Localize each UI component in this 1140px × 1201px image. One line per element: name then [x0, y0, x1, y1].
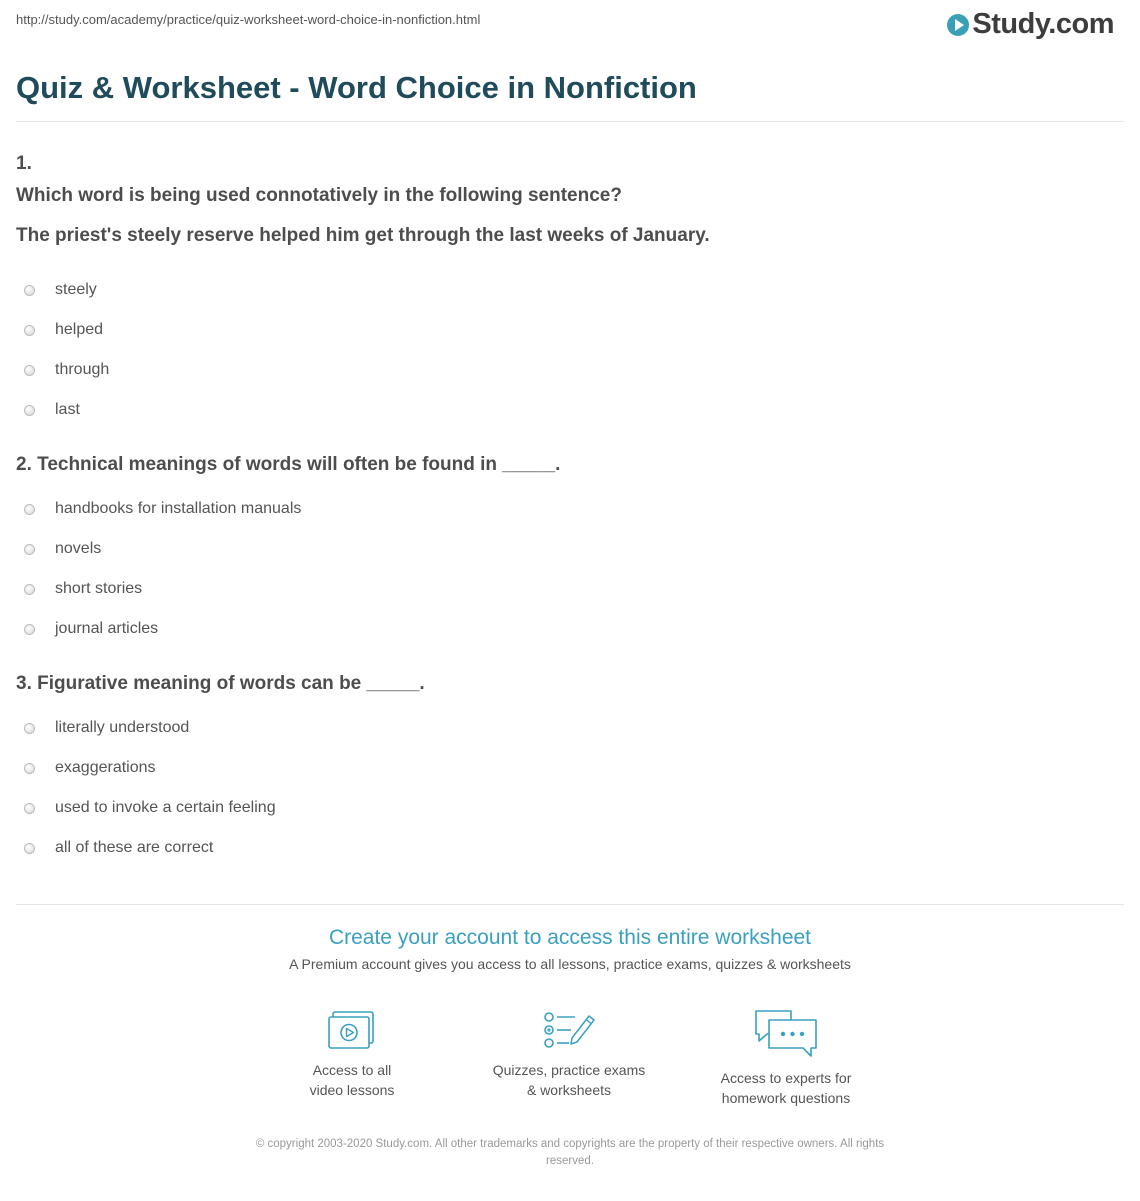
radio-button[interactable] [24, 624, 35, 635]
feature-quizzes [469, 1008, 669, 1100]
radio-button[interactable] [24, 803, 35, 814]
chat-bubbles-icon [753, 1008, 819, 1060]
answer-option[interactable] [16, 350, 1116, 390]
radio-button[interactable] [24, 723, 35, 734]
radio-button[interactable] [24, 584, 35, 595]
copyright-footer: © copyright 2003-2020 Study.com. All other trademarks and copyrights are the property of their respective owners. All rights reserved. [255, 1138, 885, 1167]
question-text: Which word is being used connotatively in the following sentence? [16, 185, 622, 206]
question-number: 1. [16, 153, 32, 174]
signup-cta [0, 926, 1140, 972]
study-logo[interactable] [947, 8, 1114, 41]
title-divider [16, 121, 1124, 122]
answer-option[interactable] [16, 609, 1116, 649]
answer-options [16, 270, 1116, 430]
option-label: handbooks for installation manuals [55, 500, 302, 517]
feature-label: Quizzes, practice exams & worksheets [492, 1062, 646, 1098]
cta-divider [16, 904, 1124, 905]
answer-option[interactable] [16, 310, 1116, 350]
feature-experts [686, 1008, 886, 1108]
answer-options [16, 708, 1116, 868]
question-3 [16, 670, 1116, 868]
answer-options [16, 489, 1116, 649]
cta-title-link[interactable]: Create your account to access this entire worksheet [328, 926, 812, 949]
quiz-questions [16, 150, 1116, 889]
answer-option[interactable] [16, 708, 1116, 748]
option-label: literally understood [55, 719, 190, 736]
radio-button[interactable] [24, 544, 35, 555]
option-label: last [55, 401, 80, 418]
question-text: 3. Figurative meaning of words can be _____. [16, 673, 425, 694]
option-label: all of these are correct [55, 839, 214, 856]
option-label: journal articles [55, 620, 159, 637]
option-label: steely [55, 281, 97, 298]
option-label: exaggerations [55, 759, 156, 776]
option-label: used to invoke a certain feeling [55, 799, 276, 816]
answer-option[interactable] [16, 390, 1116, 430]
feature-video-lessons [252, 1008, 452, 1100]
feature-label: Access to experts for homework questions [720, 1070, 852, 1106]
question-1 [16, 150, 1116, 430]
option-label: short stories [55, 580, 143, 597]
quiz-checklist-icon [541, 1008, 597, 1052]
cta-subtitle: A Premium account gives you access to all lessons, practice exams, quizzes & worksheets [289, 956, 851, 972]
option-label: through [55, 361, 110, 378]
option-label: novels [55, 540, 102, 557]
question-text: 2. Technical meanings of words will often be found in _____. [16, 454, 561, 475]
radio-button[interactable] [24, 504, 35, 515]
answer-option[interactable] [16, 569, 1116, 609]
answer-option[interactable] [16, 748, 1116, 788]
answer-option[interactable] [16, 270, 1116, 310]
play-logo-icon [947, 14, 969, 36]
option-label: helped [55, 321, 104, 338]
answer-option[interactable] [16, 489, 1116, 529]
radio-button[interactable] [24, 285, 35, 296]
answer-option[interactable] [16, 529, 1116, 569]
page-title: Quiz & Worksheet - Word Choice in Nonfiction [16, 70, 697, 105]
logo-text: Study.com [972, 8, 1114, 40]
question-2 [16, 451, 1116, 649]
radio-button[interactable] [24, 405, 35, 416]
answer-option[interactable] [16, 828, 1116, 868]
radio-button[interactable] [24, 843, 35, 854]
radio-button[interactable] [24, 763, 35, 774]
feature-label: Access to all video lessons [309, 1062, 395, 1098]
radio-button[interactable] [24, 365, 35, 376]
question-sentence: The priest's steely reserve helped him get through the last weeks of January. [16, 225, 710, 246]
page-url: http://study.com/academy/practice/quiz-worksheet-word-choice-in-nonfiction.html [16, 12, 481, 27]
answer-option[interactable] [16, 788, 1116, 828]
radio-button[interactable] [24, 325, 35, 336]
video-lessons-icon [326, 1008, 378, 1052]
